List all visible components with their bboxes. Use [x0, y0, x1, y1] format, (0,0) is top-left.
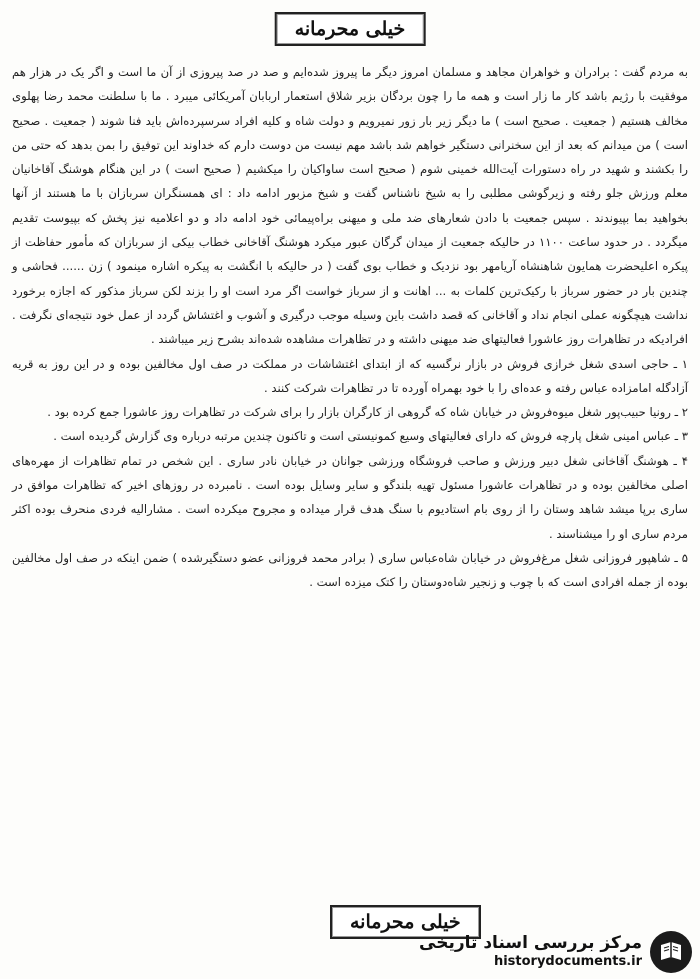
- watermark-text: [419, 933, 642, 971]
- document-body: [12, 60, 688, 595]
- list-item: ۱ ـ حاجی اسدی شغل خرازی فروش در بازار نرگسیه که از ابتدای اغتشاشات در مملکت در صف اول مخالفین بوده و در این روز به قریه آزادگله امامزاده عباس رفته و عده‌ای را با خود بهمراه آورده تا در تظاهرات شرکت کنند .: [12, 356, 688, 395]
- classification-stamp-top: خیلی محرمانه: [275, 12, 426, 46]
- watermark-url[interactable]: historydocuments.ir: [493, 954, 642, 969]
- list-item: ۳ ـ عباس امینی شغل پارچه فروش که دارای فعالیتهای وسیع کمونیستی است و تاکنون چندین مرتبه درباره وی گزارش گردیده است .: [53, 429, 688, 444]
- list-item: ۲ ـ رونیا حبیب‌پور شغل میوه‌فروش در خیابان شاه که گروهی از کارگران بازار را برای شرکت در تظاهرات روز عاشورا جمع کرده بود .: [47, 405, 688, 420]
- report-paragraph: به مردم گفت : برادران و خواهران مجاهد و مسلمان امروز دیگر ما پیروز شده‌ایم و صد در صد پیروزی از آن ما است و اگر یک در هزار هم موفقیت با رژیم باشد کار ما زار است و همه ما را چون بردگان بزیر شلاق استعمار اربابان آمریکائی میبرد . ما با سلطنت محمد رضا پهلوی مخالف هستیم ( جمعیت . صحیح است ) ما دیگر زیر بار زور نمیرویم و دولت شاه و کلیه افراد سرسپرده‌اش باید فنا شوند ( جمعیت . صحیح است ) من میدانم که بعد از این سخنرانی دستگیر خواهم شد باشد مهم نیست من دوست دارم که خداوند این توفیق را بمن بدهد که حتی من را بکشند و شهید در راه دستورات آیت‌الله خمینی شوم ( صحیح است ساواکیان را میکشیم ( صحیح است ) در این هنگام هوشنگ آقاخانیان معلم ورزش جلو رفته و زیرگوشی مطلبی را به شیخ ناشناس گفت و شیخ مزبور ادامه داد : ای همسنگران سربازان با ما هستند از آنها بخواهید بما بپیوندند . سپس جمعیت با دادن شعارهای ضد ملی و میهنی براه‌پیمائی خود ادامه داد و دو اعلامیه نیز پخش که بپیوست تقدیم میگردد . در حدود ساعت ۱۱۰۰ در حالیکه جمعیت از میدان گرگان عبور میکرد هوشنگ آقاخانی خطاب بیکی از سربازان که مأمور حفاظت از پیکره اعلیحضرت همایون شاهنشاه آریامهر بود نزدیک و خطاب بوی گفت ( در حالیکه با انگشت به پیکره اشاره مینمود ) زن ...... فحاشی و چندین بار در حضور سرباز با رکیک‌ترین کلمات به ... اهانت و از سرباز خواست اگر مرد است او را بزند لکن سرباز مذکور که اجازه برخورد نداشت هیچگونه عملی انجام نداد و آقاخانی که قصد داشت باین وسیله موجب درگیری و آشوب و اغتشاش گردد از عمل خود نتیجه‌ای نگرفت . افرادیکه در تظاهرات روز عاشورا فعالیتهای ضد میهنی داشته و در تظاهرات مشاهده شده‌اند بشرح زیر میباشند .: [12, 65, 688, 347]
- classification-stamp-bottom: خیلی محرمانه: [330, 905, 481, 939]
- list-item: ۵ ـ شاهپور فروزانی شغل مرغ‌فروش در خیابان شاه‌عباس ساری ( برادر محمد فروزانی عضو دستگیرشده ) ضمن اینکه در صف اول مخالفین بوده از جمله افرادی است که با چوب و زنجیر شاه‌دوستان را کتک میزده است .: [12, 550, 688, 590]
- watermark-title: مرکز بررسی اسناد تاریخی: [419, 933, 642, 953]
- watermark: [419, 931, 692, 973]
- list-item: ۴ ـ هوشنگ آقاخانی شغل دبیر ورزش و صاحب فروشگاه ورزشی جوانان در خیابان نادر ساری . این شخص در تمام تظاهرات از مهره‌های اصلی مخالفین بوده و در تظاهرات عاشورا مسئول تهیه بلندگو و سایر وسایل بوده است . نامبرده در روزهای اخیر که تظاهرات موافق در ساری برپا میشد شاهد وستان را از روی بام استادیوم با سنگ هدف قرار میداده و مجروح میکرده است . مشارالیه فردی منحرف بوده اکثر مردم ساری او را میشناسند .: [12, 453, 688, 541]
- book-logo-icon: [650, 931, 692, 973]
